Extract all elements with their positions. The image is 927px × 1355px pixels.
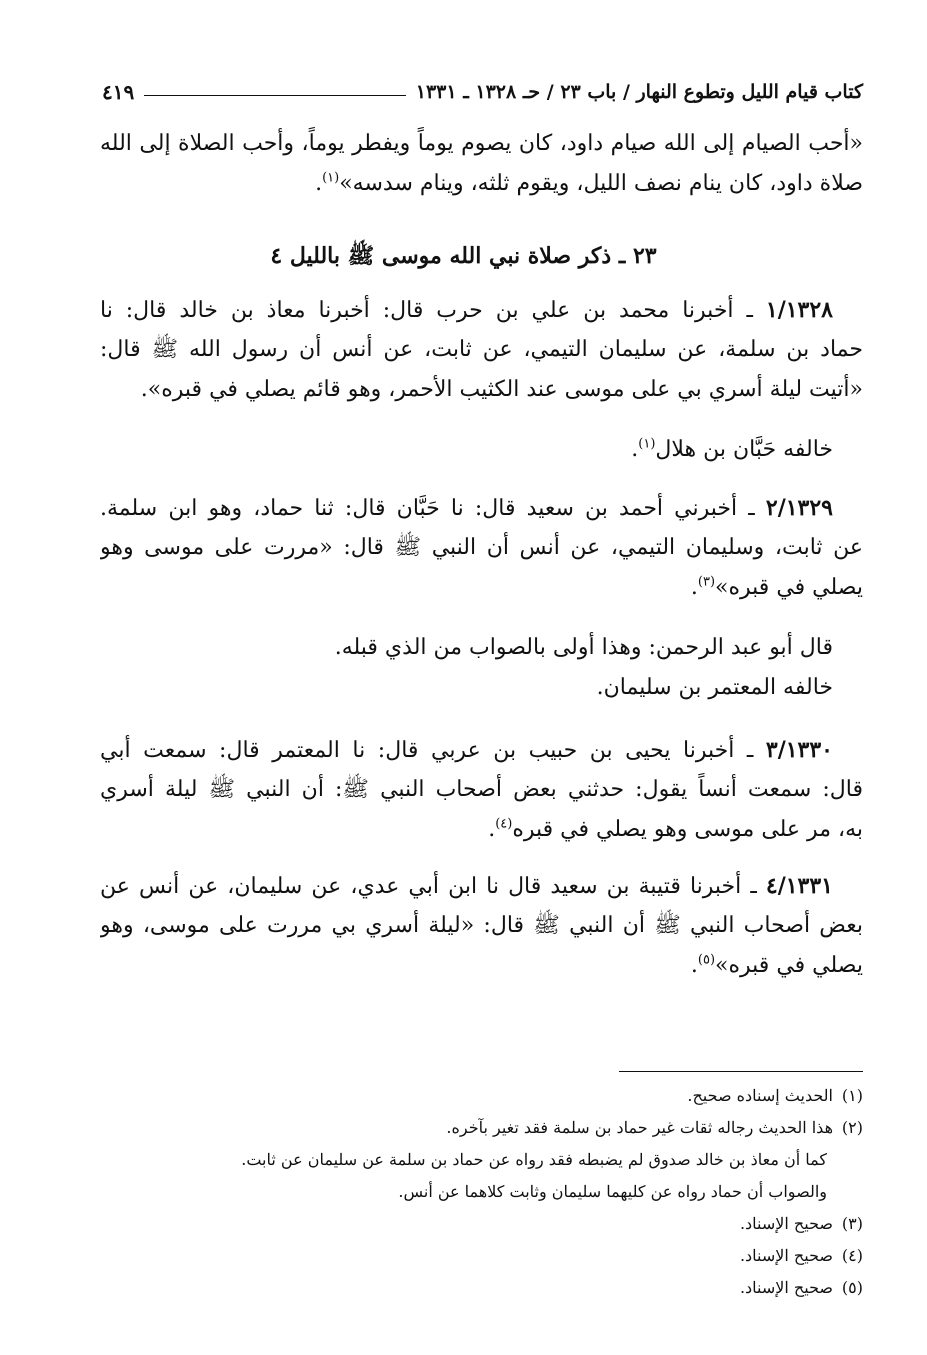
footnote-ref: (٣) [697,574,716,590]
hadith-line: ٢/١٣٢٩ ـ أخبرني أحمد بن سعيد قال: نا حَبَّان قال: ثنا حماد، وهو ابن سلمة. [100,495,833,521]
hadith-number: ٤/١٣٣١ [765,873,833,899]
page-number: ٤١٩ [102,80,135,104]
hadith-line: ٤/١٣٣١ ـ أخبرنا قتيبة بن سعيد قال نا ابن أبي عدي، عن سليمان، عن أنس عن [100,873,833,899]
footnote-continuation: والصواب أن حماد رواه عن كليهما سليمان وثابت كلاهما عن أنس. [398,1182,827,1201]
header-rule [144,95,406,96]
intro-line-1: «أحب الصيام إلى الله صيام داود، كان يصوم يوماً ويفطر يوماً، وأحب الصلاة إلى الله [100,131,863,156]
note-line: قال أبو عبد الرحمن: وهذا أولى بالصواب من الذي قبله. [334,635,833,660]
hadith-line: بعض أصحاب النبي ﷺ أن النبي ﷺ قال: «ليلة أسري بي مررت على موسى، وهو [100,913,863,938]
footnote-ref: (٥) [697,952,716,968]
footnote-number: (٥) [841,1278,863,1297]
hadith-1328 [100,290,863,410]
footnote-item [100,1112,863,1144]
hadith-line: قال: سمعت أنساً يقول: حدثني بعض أصحاب النبي ﷺ: أن النبي ﷺ ليلة أسري [100,777,863,802]
footnote-text: صحيح الإسناد. [739,1214,833,1233]
note-line: خالفه حَبَّان بن هلال$^{(١)}$. [631,436,833,462]
hadith-number: ١/١٣٢٨ [765,297,833,323]
footnote-number: (٤) [841,1246,863,1265]
note-line: خالفه المعتمر بن سليمان. [596,675,833,700]
footnote-ref: (١) [638,436,656,452]
footnote-ref: (٤) [495,816,513,832]
footnote-item [100,1240,863,1272]
footnotes [100,1080,863,1304]
hadith-1328-note [100,430,863,470]
hadith-line: يصلي في قبره»$^{(٥)}$. [690,952,863,978]
footnote-text: صحيح الإسناد. [739,1246,833,1265]
intro-line-2: صلاة داود، كان ينام نصف الليل، ويقوم ثلثه، وينام سدسه»$^{(١)}$. [315,170,863,196]
hadith-1330 [100,730,863,850]
hadith-1331 [100,866,863,986]
footnote-item [100,1080,863,1112]
hadith-line: «أتيت ليلة أسري بي على موسى عند الكثيب الأحمر، وهو قائم يصلي في قبره». [140,377,863,402]
footnote-item [100,1272,863,1304]
running-header-title: كتاب قيام الليل وتطوع النهار / باب ٢٣ / حـ ١٣٢٨ ـ ١٣٣١ [415,81,863,103]
hadith-line: عن ثابت، وسليمان التيمي، عن أنس أن النبي ﷺ قال: «مررت على موسى وهو [100,535,863,560]
footnote-text: هذا الحديث رجاله ثقات غير حماد بن سلمة فقد تغير بآخره. [446,1118,833,1137]
footnote-number: (١) [841,1086,863,1105]
footnote-continuation: كما أن معاذ بن خالد صدوق لم يضبطه فقد رواه عن حماد بن سلمة عن سليمان عن ثابت. [241,1150,827,1169]
hadith-line: حماد بن سلمة، عن سليمان التيمي، عن ثابت، عن أنس أن رسول الله ﷺ قال: [100,337,863,362]
hadith-number: ٢/١٣٢٩ [765,495,833,521]
hadith-line: ١/١٣٢٨ ـ أخبرنا محمد بن علي بن حرب قال: أخبرنا معاذ بن خالد قال: نا [100,297,833,323]
hadith-line: يصلي في قبره»$^{(٣)}$. [690,574,863,600]
footnote-ref: (١) [322,170,340,186]
chapter-heading: ٢٣ ـ ذكر صلاة نبي الله موسى ﷺ بالليل ٤ [270,243,657,269]
hadith-1329 [100,488,863,608]
footnote-number: (٣) [841,1214,863,1233]
hadith-line: ٣/١٣٣٠ ـ أخبرنا يحيى بن حبيب بن عربي قال: نا المعتمر قال: سمعت أبي [100,737,833,763]
hadith-1329-notes [100,628,863,708]
footnote-text: صحيح الإسناد. [739,1278,833,1297]
footnote-separator [619,1071,863,1072]
running-header [102,74,863,110]
footnote-text: الحديث إسناده صحيح. [687,1086,833,1105]
footnote-item [100,1208,863,1240]
footnote-number: (٢) [841,1118,863,1137]
hadith-number: ٣/١٣٣٠ [765,737,833,763]
intro-paragraph [100,124,863,204]
hadith-line: به، مر على موسى وهو يصلي في قبره$^{(٤)}$. [488,816,863,842]
